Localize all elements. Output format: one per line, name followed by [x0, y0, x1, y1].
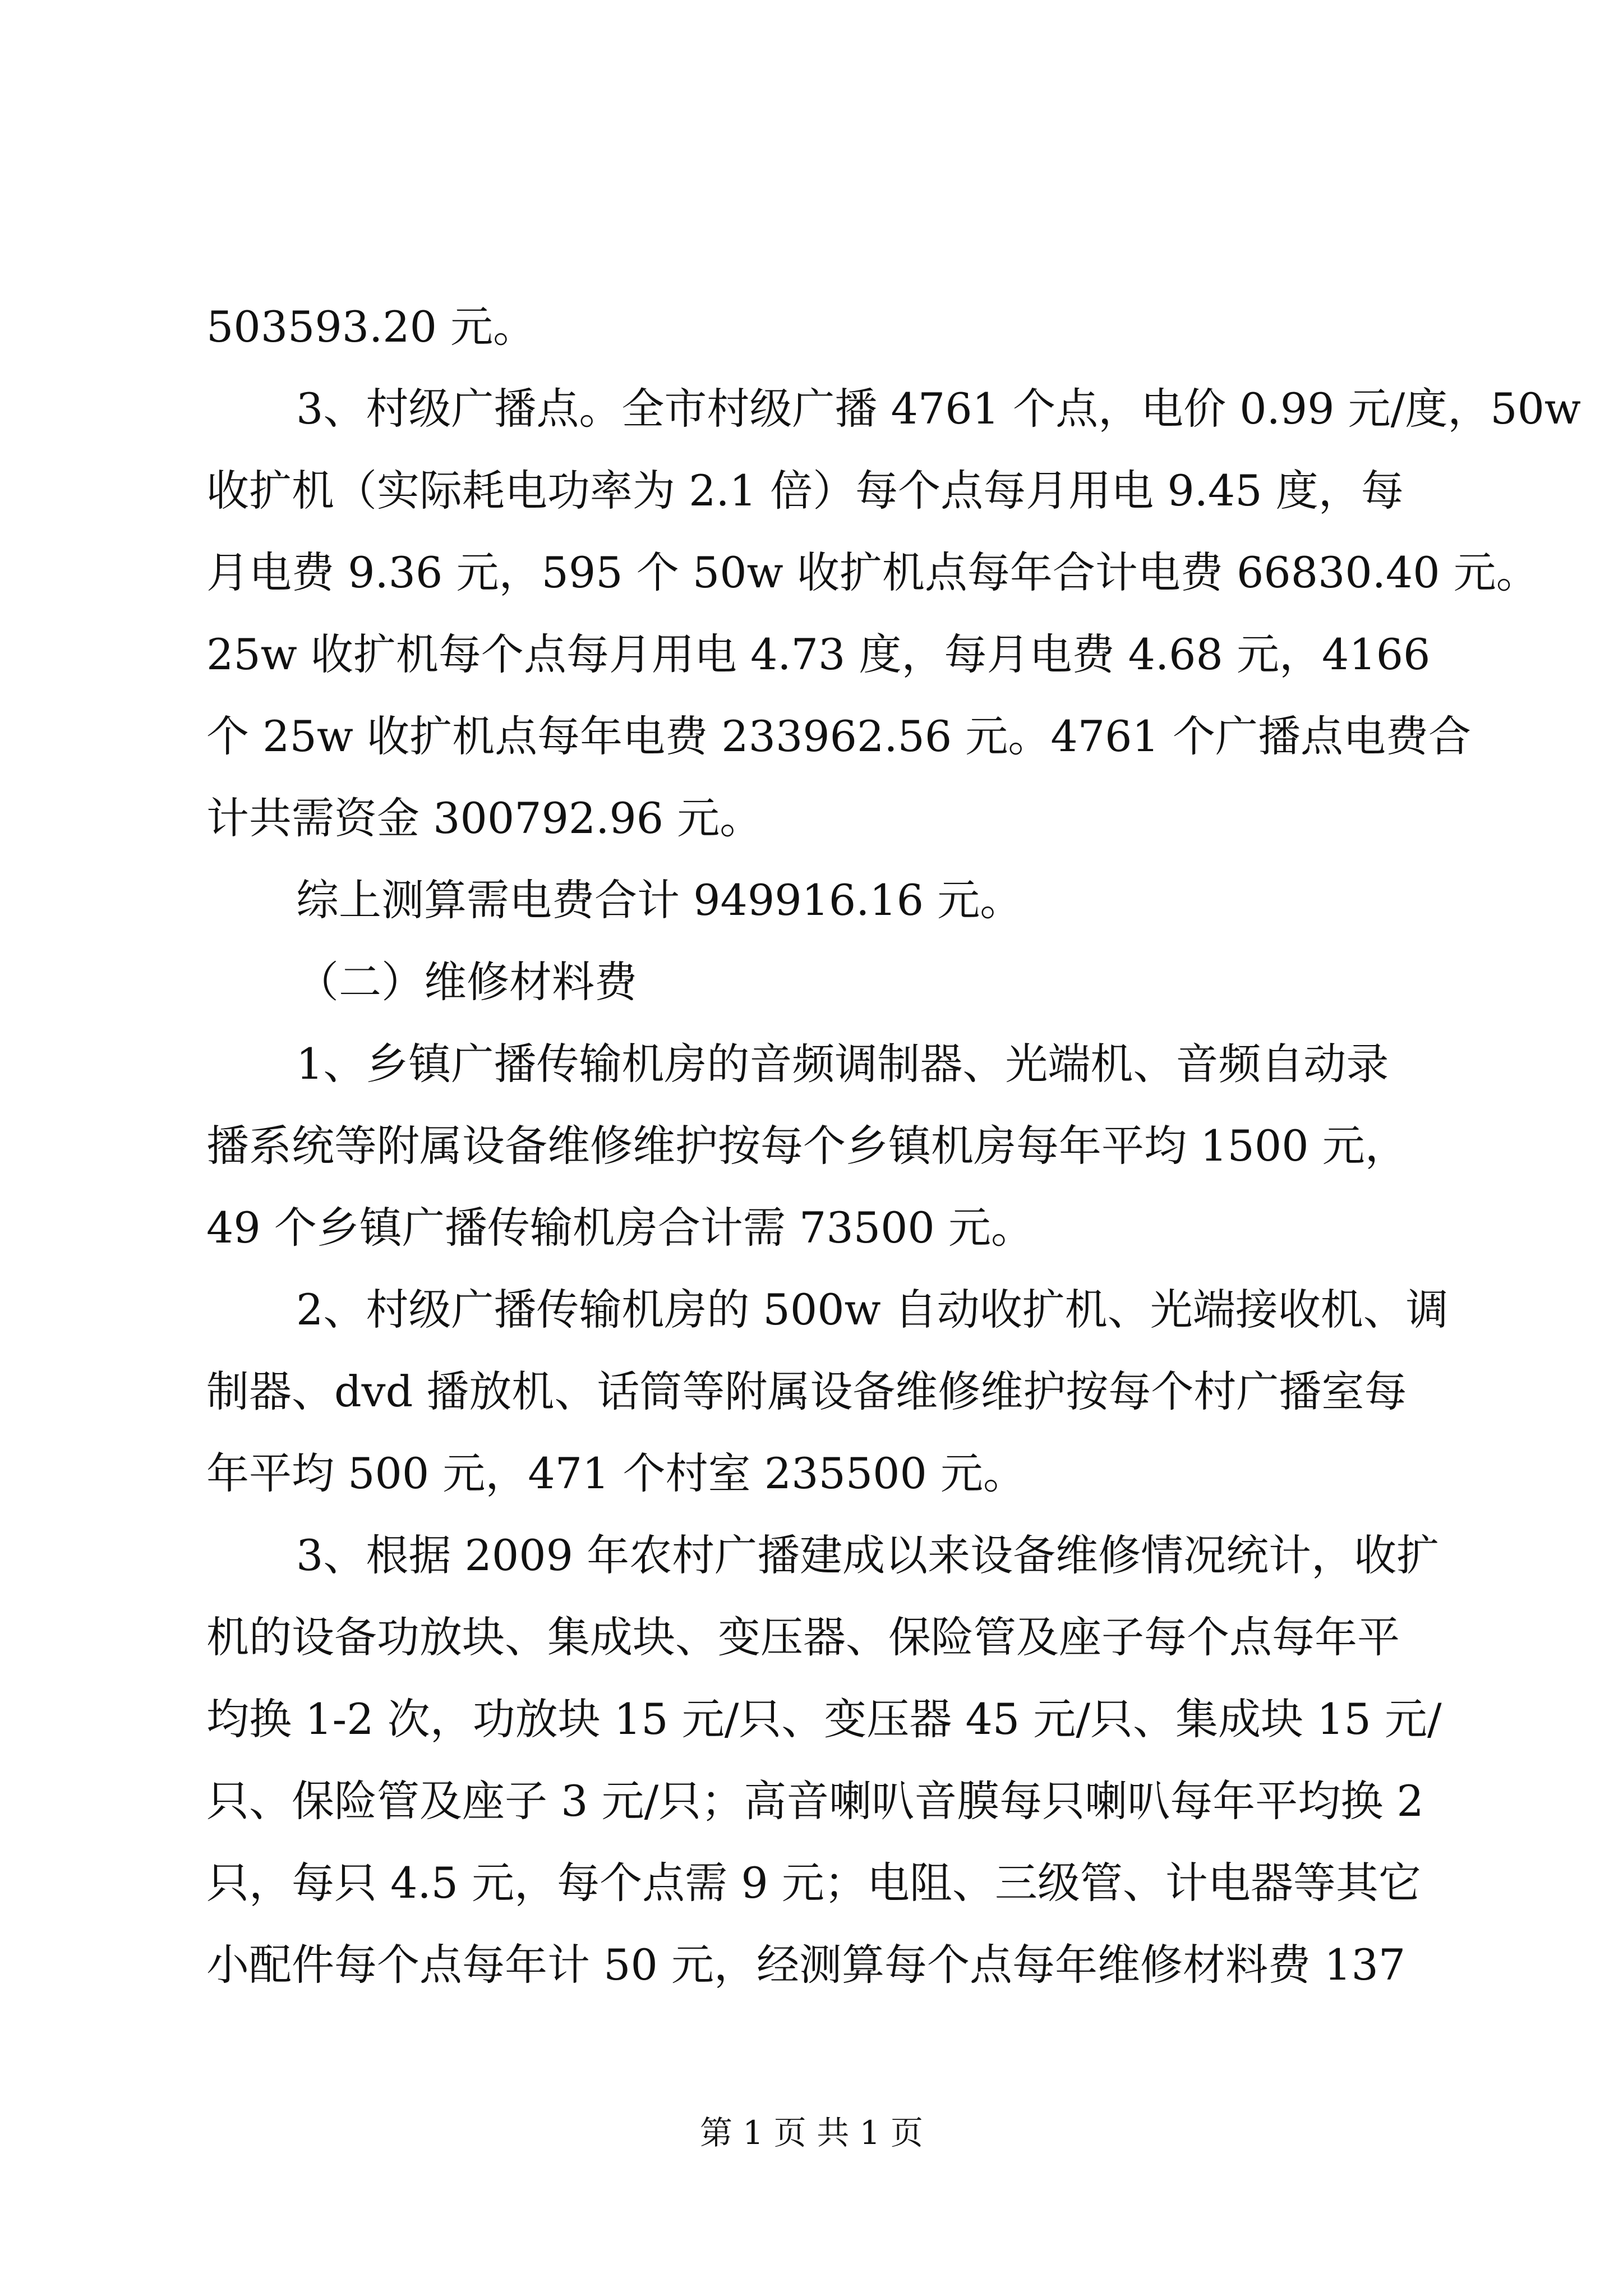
text-line: 综上测算需电费合计 949916.16 元。 [296, 875, 1023, 925]
text-line: 只，每只 4.5 元，每个点需 9 元；电阻、三级管、计电器等其它 [206, 1858, 1421, 1908]
text-line: 个 25w 收扩机点每年电费 233962.56 元。4761 个广播点电费合 [206, 711, 1471, 761]
text-line: 1、乡镇广播传输机房的音频调制器、光端机、音频自动录 [296, 1039, 1389, 1089]
section-heading: （二）维修材料费 [296, 957, 637, 1007]
text-line: 只、保险管及座子 3 元/只；高音喇叭音膜每只喇叭每年平均换 2 [206, 1776, 1424, 1826]
text-line: 收扩机（实际耗电功率为 2.1 倍）每个点每月用电 9.45 度，每 [206, 466, 1404, 516]
text-line: 3、根据 2009 年农村广播建成以来设备维修情况统计，收扩 [296, 1530, 1440, 1580]
text-line: 25w 收扩机每个点每月用电 4.73 度，每月电费 4.68 元，4166 [206, 629, 1431, 679]
text-line: 小配件每个点每年计 50 元，经测算每个点每年维修材料费 137 [206, 1940, 1406, 1990]
text-line: 3、村级广播点。全市村级广播 4761 个点，电价 0.99 元/度，50w [296, 384, 1581, 434]
text-line: 机的设备功放块、集成块、变压器、保险管及座子每个点每年平 [206, 1612, 1400, 1662]
text-line: 均换 1-2 次，功放块 15 元/只、变压器 45 元/只、集成块 15 元/ [206, 1694, 1442, 1744]
text-line: 年平均 500 元，471 个村室 235500 元。 [206, 1448, 1026, 1498]
text-line: 计共需资金 300792.96 元。 [206, 793, 763, 843]
page-footer: 第 1 页 共 1 页 [700, 2114, 923, 2152]
text-line: 制器、dvd 播放机、话筒等附属设备维修维护按每个村广播室每 [206, 1366, 1407, 1416]
text-line: 月电费 9.36 元，595 个 50w 收扩机点每年合计电费 66830.40 元。 [206, 547, 1539, 597]
text-line: 2、村级广播传输机房的 500w 自动收扩机、光端接收机、调 [296, 1285, 1449, 1335]
text-line: 503593.20 元。 [206, 302, 536, 352]
text-line: 播系统等附属设备维修维护按每个乡镇机房每年平均 1500 元， [206, 1121, 1408, 1171]
text-line: 49 个乡镇广播传输机房合计需 73500 元。 [206, 1203, 1034, 1253]
